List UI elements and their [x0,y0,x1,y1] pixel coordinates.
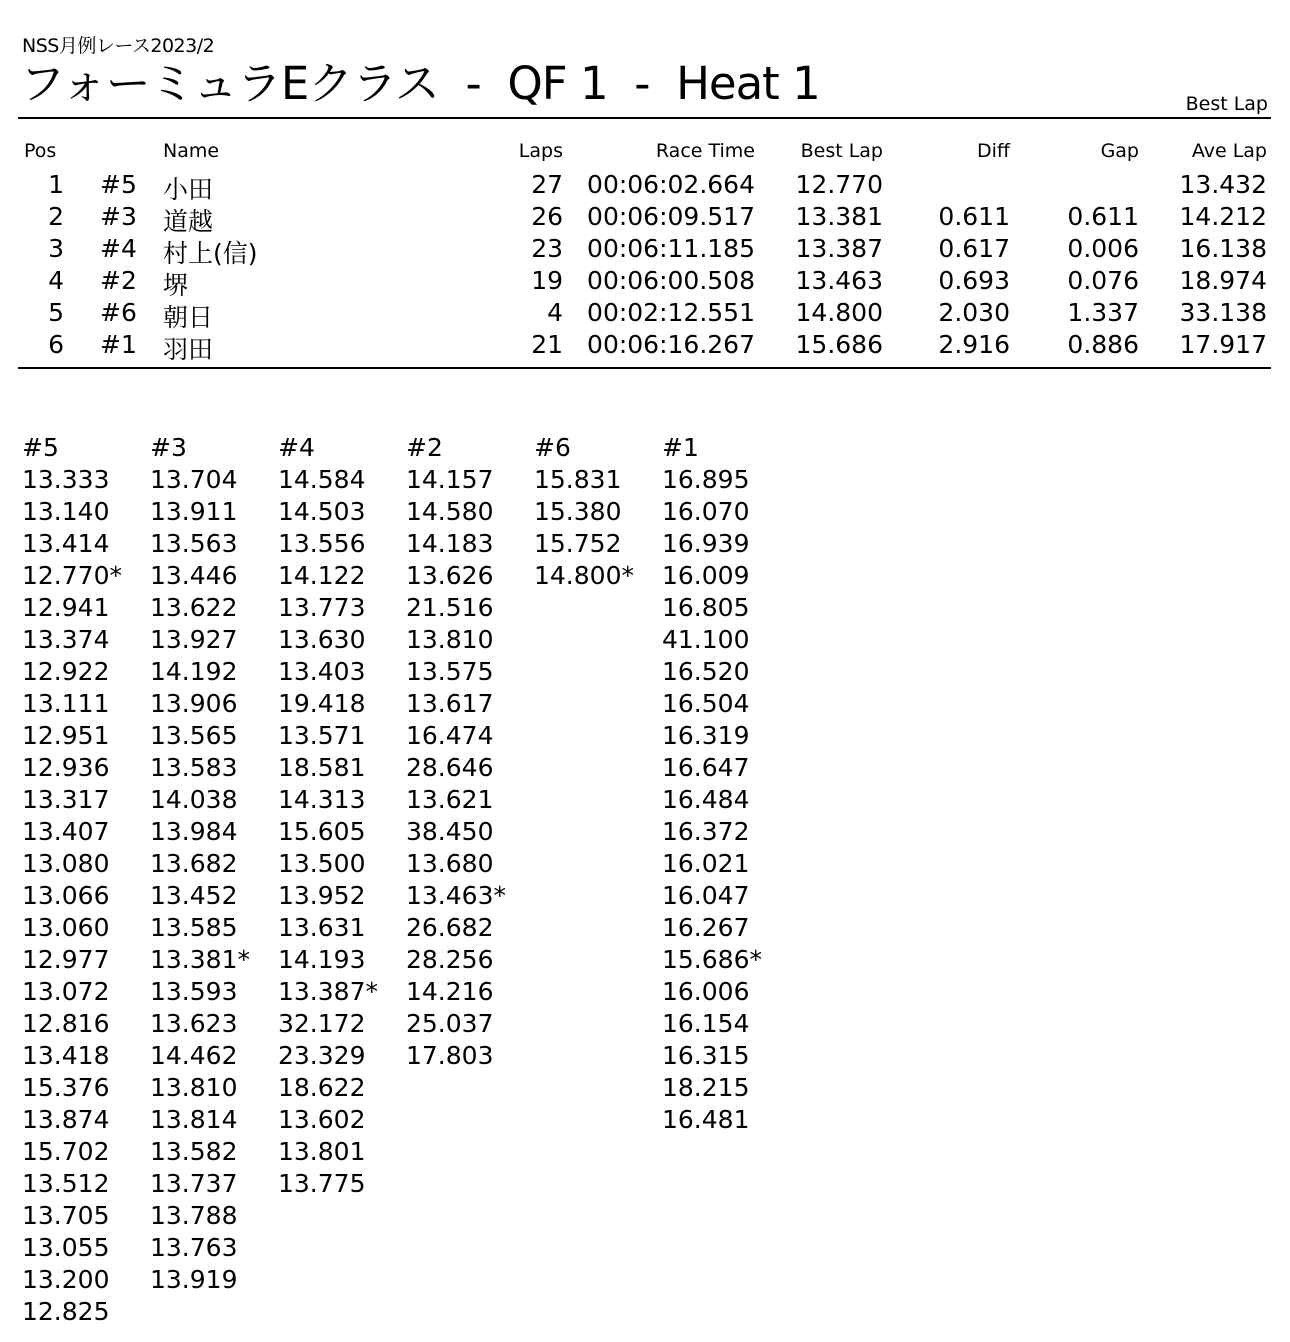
ave-lap-cell: 33.138 [1179,298,1267,327]
lap-time: 13.452 [150,881,238,910]
lap-time: 12.977 [22,945,110,974]
lap-time: 13.623 [150,1009,238,1038]
bottom-divider [18,367,1271,369]
lap-time: 13.500 [278,849,366,878]
lap-time: 14.503 [278,497,366,526]
lap-time: 13.111 [22,689,110,718]
race-time-cell: 00:06:00.508 [587,266,755,295]
lap-time: 16.319 [662,721,750,750]
lap-time: 13.387* [278,977,378,1006]
lap-column [278,432,406,1200]
lap-time: 12.951 [22,721,110,750]
best-lap-cell: 13.381 [795,202,883,231]
lap-column-header: #6 [534,433,571,462]
ave-lap-cell: 14.212 [1179,202,1267,231]
lap-time: 13.801 [278,1137,366,1166]
lap-time: 13.788 [150,1201,238,1230]
gap-cell: 0.076 [1067,266,1139,295]
laps-cell: 23 [531,234,563,263]
lap-time: 16.474 [406,721,494,750]
lap-time: 13.810 [150,1073,238,1102]
lap-time: 13.140 [22,497,110,526]
race-time-cell: 00:06:16.267 [587,330,755,359]
lap-time: 16.070 [662,497,750,526]
col-gap-header: Gap [1100,140,1139,162]
lap-time: 16.009 [662,561,750,590]
laps-cell: 21 [531,330,563,359]
best-lap-cell: 13.387 [795,234,883,263]
results-rows [18,170,1271,362]
laps-cell: 26 [531,202,563,231]
pos-cell: 1 [48,170,64,199]
lap-time: 14.192 [150,657,238,686]
diff-cell: 2.030 [938,298,1010,327]
lap-time: 13.565 [150,721,238,750]
col-best-lap-header: Best Lap [800,140,883,162]
lap-column [662,432,790,1136]
lap-time: 13.773 [278,593,366,622]
gap-cell: 0.006 [1067,234,1139,263]
lap-time: 16.504 [662,689,750,718]
lap-time: 13.906 [150,689,238,718]
ave-lap-cell: 16.138 [1179,234,1267,263]
col-ave-lap-header: Ave Lap [1191,140,1267,162]
results-header-row [18,140,1271,170]
lap-time: 23.329 [278,1041,366,1070]
lap-time: 14.183 [406,529,494,558]
lap-time: 13.374 [22,625,110,654]
lap-time: 13.407 [22,817,110,846]
lap-time: 13.814 [150,1105,238,1134]
lap-time: 13.682 [150,849,238,878]
lap-time: 13.414 [22,529,110,558]
lap-time: 12.922 [22,657,110,686]
lap-time: 13.463* [406,881,506,910]
lap-time: 21.516 [406,593,494,622]
lap-time: 26.682 [406,913,494,942]
best-lap-cell: 14.800 [795,298,883,327]
lap-time: 15.380 [534,497,622,526]
kart-number-cell: #4 [100,234,137,263]
lap-time: 13.705 [22,1201,110,1230]
best-lap-cell: 12.770 [795,170,883,199]
race-time-cell: 00:06:02.664 [587,170,755,199]
lap-time: 12.816 [22,1009,110,1038]
lap-time: 13.622 [150,593,238,622]
lap-time: 13.737 [150,1169,238,1198]
lap-time: 12.936 [22,753,110,782]
diff-cell: 0.693 [938,266,1010,295]
pos-cell: 4 [48,266,64,295]
lap-time: 13.055 [22,1233,110,1262]
lap-time: 13.927 [150,625,238,654]
ave-lap-cell: 17.917 [1179,330,1267,359]
lap-time: 14.580 [406,497,494,526]
lap-time: 13.403 [278,657,366,686]
kart-number-cell: #2 [100,266,137,295]
lap-column [150,432,278,1296]
driver-name-cell: 村上(信) [163,239,258,268]
lap-time: 12.825 [22,1297,110,1326]
lap-time: 13.602 [278,1105,366,1134]
lap-time: 16.520 [662,657,750,686]
lap-time: 13.704 [150,465,238,494]
lap-column [534,432,662,592]
result-row [18,234,1271,266]
lap-time: 14.313 [278,785,366,814]
race-time-cell: 00:06:11.185 [587,234,755,263]
lap-time: 13.984 [150,817,238,846]
result-row [18,298,1271,330]
page-title: フォーミュラEクラス - QF 1 - Heat 1 [20,57,820,110]
lap-time: 14.157 [406,465,494,494]
lap-time: 15.702 [22,1137,110,1166]
lap-time: 14.122 [278,561,366,590]
lap-time: 14.800* [534,561,634,590]
lap-time: 17.803 [406,1041,494,1070]
lap-time: 13.200 [22,1265,110,1294]
lap-time: 18.581 [278,753,366,782]
lap-column-header: #3 [150,433,187,462]
lap-time: 16.267 [662,913,750,942]
lap-time: 14.038 [150,785,238,814]
gap-cell: 1.337 [1067,298,1139,327]
driver-name-cell: 堺 [163,271,189,300]
lap-time: 13.874 [22,1105,110,1134]
gap-cell: 0.886 [1067,330,1139,359]
event-subtitle: NSS月例レース2023/2 [22,35,215,57]
lap-column [406,432,534,1072]
driver-name-cell: 羽田 [163,335,214,364]
driver-name-cell: 道越 [163,207,214,236]
lap-time: 28.256 [406,945,494,974]
kart-number-cell: #5 [100,170,137,199]
lap-time: 13.072 [22,977,110,1006]
lap-time: 13.810 [406,625,494,654]
lap-time: 13.080 [22,849,110,878]
lap-time: 32.172 [278,1009,366,1038]
lap-column-header: #4 [278,433,315,462]
lap-time: 14.193 [278,945,366,974]
best-lap-cell: 13.463 [795,266,883,295]
laps-cell: 27 [531,170,563,199]
lap-time: 16.805 [662,593,750,622]
lap-time: 12.770* [22,561,122,590]
col-pos-header: Pos [24,140,57,162]
lap-time: 14.462 [150,1041,238,1070]
pos-cell: 3 [48,234,64,263]
lap-time: 13.512 [22,1169,110,1198]
diff-cell: 0.611 [938,202,1010,231]
result-row [18,266,1271,298]
driver-name-cell: 朝日 [163,303,214,332]
lap-time: 13.911 [150,497,238,526]
lap-time: 15.686* [662,945,762,974]
lap-time: 28.646 [406,753,494,782]
lap-column [22,432,150,1328]
driver-name-cell: 小田 [163,175,214,204]
pos-cell: 5 [48,298,64,327]
diff-cell: 2.916 [938,330,1010,359]
lap-time: 13.593 [150,977,238,1006]
lap-time: 13.381* [150,945,250,974]
lap-time: 13.680 [406,849,494,878]
lap-time: 16.481 [662,1105,750,1134]
kart-number-cell: #1 [100,330,137,359]
race-time-cell: 00:02:12.551 [587,298,755,327]
lap-column-header: #2 [406,433,443,462]
lap-time: 15.831 [534,465,622,494]
lap-time: 16.939 [662,529,750,558]
lap-time: 16.006 [662,977,750,1006]
lap-time: 13.446 [150,561,238,590]
lap-time: 18.215 [662,1073,750,1102]
lap-time: 13.583 [150,753,238,782]
col-laps-header: Laps [518,140,563,162]
lap-time: 13.763 [150,1233,238,1262]
lap-time: 13.571 [278,721,366,750]
lap-time: 13.621 [406,785,494,814]
sort-label: Best Lap [1185,93,1268,115]
lap-time: 13.626 [406,561,494,590]
lap-time: 13.919 [150,1265,238,1294]
lap-time: 25.037 [406,1009,494,1038]
lap-time: 13.952 [278,881,366,910]
lap-time: 38.450 [406,817,494,846]
lap-time: 15.376 [22,1073,110,1102]
lap-time: 13.631 [278,913,366,942]
pos-cell: 2 [48,202,64,231]
ave-lap-cell: 13.432 [1179,170,1267,199]
col-name-header: Name [163,140,220,162]
lap-time: 16.484 [662,785,750,814]
lap-time: 13.617 [406,689,494,718]
lap-column-header: #1 [662,433,699,462]
result-row [18,330,1271,362]
lap-time: 19.418 [278,689,366,718]
lap-time: 13.333 [22,465,110,494]
result-row [18,170,1271,202]
lap-time: 13.575 [406,657,494,686]
lap-time: 13.418 [22,1041,110,1070]
lap-time: 13.775 [278,1169,366,1198]
lap-time: 18.622 [278,1073,366,1102]
lap-time: 16.372 [662,817,750,846]
result-row [18,202,1271,234]
lap-time: 13.585 [150,913,238,942]
lap-time: 41.100 [662,625,750,654]
lap-time: 16.315 [662,1041,750,1070]
lap-time: 13.630 [278,625,366,654]
lap-time: 16.647 [662,753,750,782]
kart-number-cell: #6 [100,298,137,327]
gap-cell: 0.611 [1067,202,1139,231]
lap-time: 13.317 [22,785,110,814]
laps-cell: 4 [547,298,563,327]
col-race-time-header: Race Time [655,140,755,162]
ave-lap-cell: 18.974 [1179,266,1267,295]
lap-time: 14.584 [278,465,366,494]
lap-time: 15.752 [534,529,622,558]
lap-column-header: #5 [22,433,59,462]
lap-time: 14.216 [406,977,494,1006]
lap-time: 16.895 [662,465,750,494]
lap-time: 16.021 [662,849,750,878]
kart-number-cell: #3 [100,202,137,231]
lap-time: 13.060 [22,913,110,942]
lap-time: 13.582 [150,1137,238,1166]
top-divider [18,117,1271,119]
diff-cell: 0.617 [938,234,1010,263]
lap-time: 13.563 [150,529,238,558]
lap-time: 16.047 [662,881,750,910]
lap-time: 13.556 [278,529,366,558]
col-diff-header: Diff [977,140,1010,162]
laps-cell: 19 [531,266,563,295]
race-time-cell: 00:06:09.517 [587,202,755,231]
pos-cell: 6 [48,330,64,359]
lap-time: 15.605 [278,817,366,846]
lap-time: 16.154 [662,1009,750,1038]
results-table [18,140,1271,362]
lap-time: 12.941 [22,593,110,622]
best-lap-cell: 15.686 [795,330,883,359]
lap-time: 13.066 [22,881,110,910]
